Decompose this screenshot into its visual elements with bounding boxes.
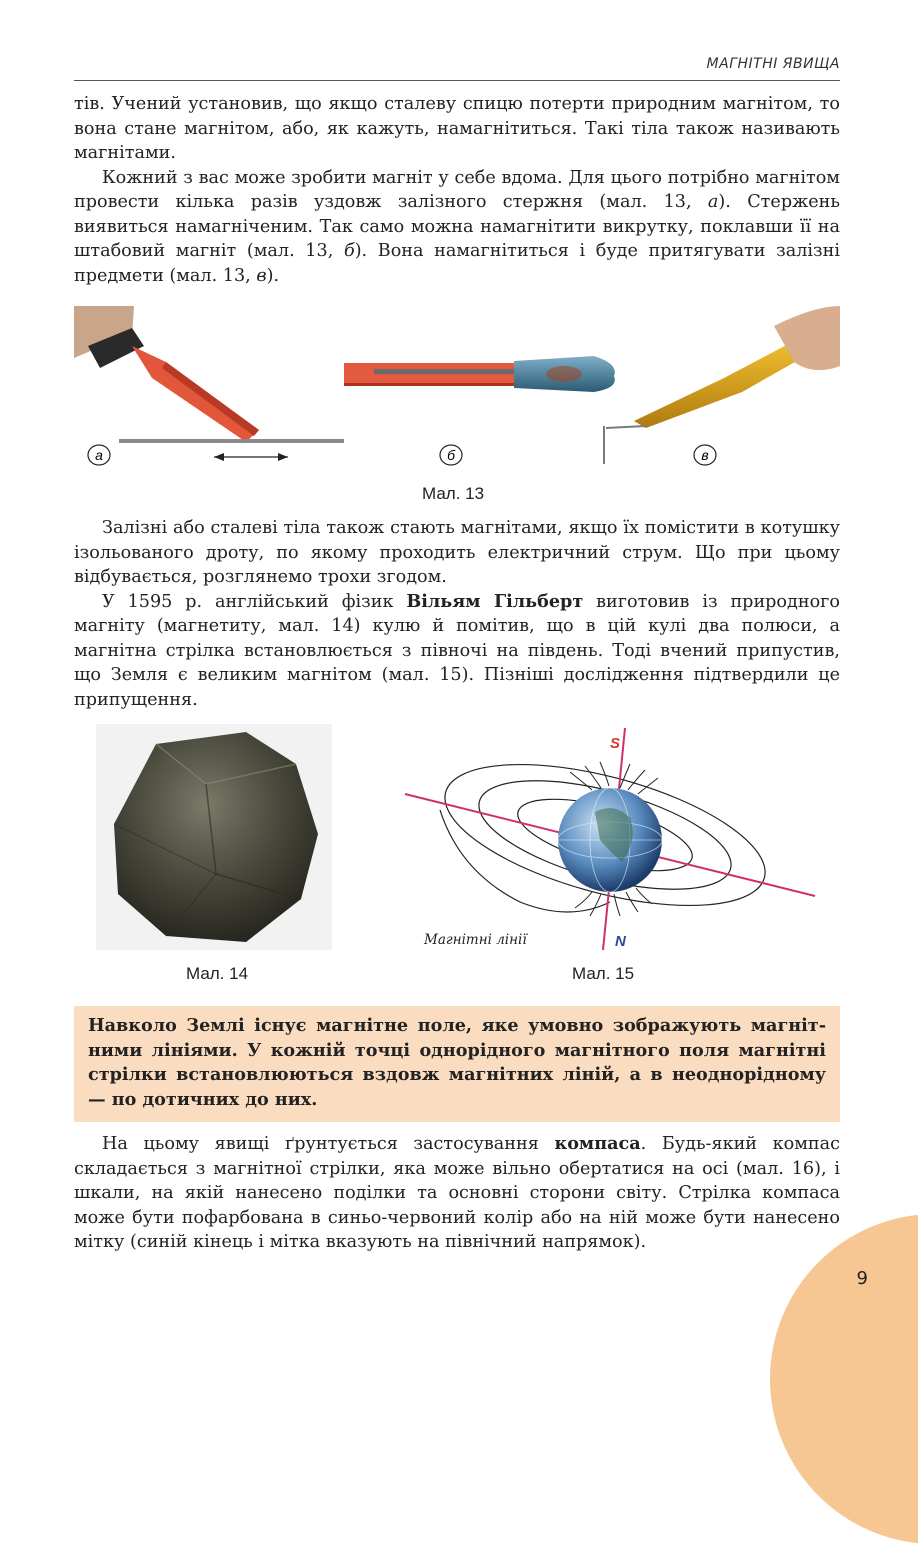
north-pole-label: N [615, 933, 626, 950]
fig13-label-v: в [701, 447, 709, 463]
fig13-label-b: б [447, 447, 455, 463]
fig13-panel-b [344, 356, 615, 465]
south-pole-label: S [610, 735, 621, 752]
p2-text-d: ). [266, 265, 280, 286]
page-number: 9 [856, 1268, 868, 1289]
running-header [74, 54, 840, 81]
p2-text-c: ). Вона намагнітиться і буде притягувати залізні предмети (мал. 13, [74, 241, 840, 286]
paragraph-1-text: тів. Учений установив, що якщо сталеву спицю потерти природним магнітом, то вона стане магнітом, або, як кажуть, намагнітиться. Такі тіла також називають магнітами. [74, 94, 840, 163]
scientist-name: Вільям Гільберт [406, 590, 584, 612]
paragraph-1 [74, 92, 840, 288]
ref-a: а [707, 192, 719, 212]
field-lines-label: Магнітні лінії [424, 932, 527, 948]
figure-15-earth-field [400, 722, 820, 954]
p4-text-b: виготовив із природного магніту (магнетиту, мал. 14) кулю й помітив, що в цій кулі два полюси, а магнітна стрілка встановлюється з півночі на південь. Тоді вчений припустив, що Земля є великим магнітом (мал. 15). Пізніші дослідження підтвердили це припущення. [74, 591, 840, 710]
paragraph-5-block [74, 1132, 840, 1255]
paragraph-4 [74, 590, 840, 713]
page-corner-decoration [770, 1214, 918, 1544]
header-title: МАГНІТНІ ЯВИЩА [706, 56, 840, 72]
paragraph-3: Залізні або сталеві тіла також стають магнітами, якщо їх помістити в котушку ізольованого дроту, по якому проходить електричний струм. Що при цьому відбувається, розглянемо трохи згодом. [74, 518, 840, 587]
ref-b: б [343, 241, 355, 261]
p4-text-a: У 1595 р. англійський фізик [102, 591, 407, 612]
key-fact-box [74, 1006, 840, 1122]
fig13-caption: Мал. 13 [422, 484, 485, 503]
compass-term: компаса [554, 1133, 641, 1154]
fig14-caption: Мал. 14 [186, 964, 249, 983]
p5-text-b: . Будь-який компас складається з магнітної стрілки, яка може вільно обертатися на осі (мал. 16), і шкали, на якій нанесено поділки та основні сторони світу. Стрілка компаса може бути пофарбована в синьо-червоний колір або на ній може бути нанесено мітку (синій кінець і мітка вказують на північний напрямок). [74, 1134, 840, 1252]
paragraph-2 [74, 166, 840, 289]
figure-14-magnetite [96, 724, 332, 950]
paragraph-5 [74, 1132, 840, 1255]
fig13-panel-v [604, 306, 840, 465]
fig15-caption: Мал. 15 [572, 964, 635, 983]
figure-13 [74, 306, 840, 470]
p5-text-a: На цьому явищі ґрунтується застосування [102, 1134, 555, 1154]
paragraph-3-block [74, 516, 840, 712]
fig13-label-a: а [95, 447, 103, 463]
key-fact-text: Навколо Землі існує магнітне поле, яке умовно зображують магнітними лініями. У кожній точці однорідного магнітного поля магнітні стрілки встановлюються вздовж магнітних ліній, а в неоднорідному — по дотичних до них. [88, 1015, 826, 1110]
ref-v: в [256, 265, 267, 286]
fig13-panel-a [74, 306, 344, 465]
p2-text-a: Кожний з вас може зробити магніт у себе вдома. Для цього потрібно магнітом провести кілька разів уздовж залізного стержня (мал. 13, [74, 167, 840, 212]
p2-text-b: ). Стержень виявиться намагніченим. Так само можна намагнітити викрутку, поклавши її на штабовий магніт (мал. 13, [74, 192, 840, 261]
